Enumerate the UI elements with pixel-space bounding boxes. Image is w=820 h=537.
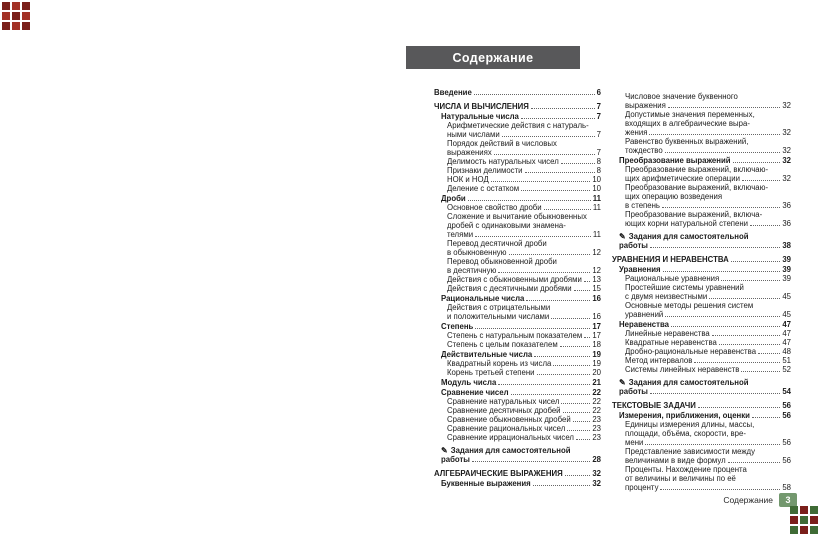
pencil-icon: ✎ bbox=[619, 232, 626, 241]
toc-page-number: 17 bbox=[592, 331, 601, 340]
toc-entry bbox=[612, 411, 791, 420]
toc-entry bbox=[612, 378, 791, 396]
toc-entry-text: площади, объёма, скорости, вре- bbox=[625, 429, 746, 438]
dot-leader bbox=[758, 345, 780, 354]
toc-entry-text: Квадратный корень из числа bbox=[447, 359, 552, 368]
toc-entry-text: Числовое значение буквенного bbox=[625, 92, 738, 101]
toc-line bbox=[625, 110, 791, 119]
toc-line bbox=[625, 456, 791, 465]
pencil-icon: ✎ bbox=[441, 446, 448, 455]
toc-page-number: 21 bbox=[592, 378, 601, 387]
dot-leader bbox=[560, 338, 591, 347]
dot-leader bbox=[521, 182, 590, 191]
toc-page-number: 17 bbox=[592, 322, 601, 331]
toc-page-number: 56 bbox=[782, 401, 791, 410]
toc-page-number: 56 bbox=[782, 438, 791, 447]
dot-leader bbox=[475, 228, 591, 237]
toc-entry-text: Действия с десятичными дробями bbox=[447, 284, 572, 293]
toc-entry-text: Преобразование выражений, включа- bbox=[625, 210, 763, 219]
dot-leader bbox=[752, 409, 780, 418]
dot-leader bbox=[531, 100, 595, 109]
toc-page-number: 20 bbox=[592, 368, 601, 377]
toc-page-number: 58 bbox=[782, 483, 791, 492]
toc-page-number: 15 bbox=[592, 284, 601, 293]
toc-line bbox=[625, 201, 791, 210]
toc-entry bbox=[612, 365, 791, 374]
toc-page-number: 32 bbox=[592, 469, 601, 478]
corner-mark-square bbox=[2, 22, 10, 30]
corner-decoration-top-left bbox=[2, 2, 30, 30]
dot-leader bbox=[709, 290, 780, 299]
toc-entry bbox=[434, 212, 601, 239]
pencil-icon: ✎ bbox=[619, 378, 626, 387]
toc-entry bbox=[612, 274, 791, 283]
corner-mark-square bbox=[790, 526, 798, 534]
toc-entry-text: Арифметические действия с натураль- bbox=[447, 121, 589, 130]
dot-leader bbox=[567, 422, 590, 431]
toc-entry-text: Сравнение иррациональных чисел bbox=[447, 433, 574, 442]
toc-entry-text: Единицы измерения длины, массы, bbox=[625, 420, 755, 429]
toc-entry bbox=[434, 88, 601, 97]
toc-entry-text: Задания для самостоятельной bbox=[628, 232, 749, 241]
toc-page-number: 23 bbox=[592, 415, 601, 424]
page-title bbox=[406, 46, 580, 69]
dot-leader bbox=[553, 357, 590, 366]
toc-entry-text: выражениях bbox=[447, 148, 492, 157]
toc-line bbox=[447, 230, 601, 239]
dot-leader bbox=[721, 272, 780, 281]
toc-page-number: 51 bbox=[782, 356, 791, 365]
toc-entry-text: телями bbox=[447, 230, 474, 239]
toc-entry-text: Дроби bbox=[441, 194, 466, 203]
toc-entry-text: Степень с целым показателем bbox=[447, 340, 558, 349]
toc-page-number: 7 bbox=[596, 148, 601, 157]
toc-entry-text: работы bbox=[441, 455, 470, 464]
dot-leader bbox=[712, 327, 781, 336]
toc-entry-text: Действительные числа bbox=[441, 350, 533, 359]
toc-page-number: 39 bbox=[782, 274, 791, 283]
toc-line bbox=[625, 420, 791, 429]
toc-entry bbox=[612, 110, 791, 137]
toc-page-number: 8 bbox=[596, 166, 601, 175]
toc-page-number: 56 bbox=[782, 456, 791, 465]
dot-leader bbox=[534, 348, 590, 357]
toc-page-number: 23 bbox=[592, 433, 601, 442]
dot-leader bbox=[668, 99, 780, 108]
toc-entry bbox=[612, 465, 791, 492]
toc-entry-text: проценту bbox=[625, 483, 659, 492]
toc-page-number: 47 bbox=[782, 329, 791, 338]
toc-entry bbox=[612, 301, 791, 319]
toc-entry-text: Представление зависимости между bbox=[625, 447, 756, 456]
toc-entry-text: Модуль числа bbox=[441, 378, 497, 387]
dot-leader bbox=[660, 481, 780, 490]
toc-entry-text: АЛГЕБРАИЧЕСКИЕ ВЫРАЖЕНИЯ bbox=[434, 469, 563, 478]
toc-entry bbox=[612, 137, 791, 155]
toc-page-number: 39 bbox=[782, 255, 791, 264]
dot-leader bbox=[511, 386, 591, 395]
toc-entry-text: Перевод десятичной дроби bbox=[447, 239, 547, 248]
toc-entry-text: Преобразование выражений, включаю- bbox=[625, 183, 769, 192]
toc-line bbox=[625, 128, 791, 137]
toc-entry-text: щих арифметические операции bbox=[625, 174, 740, 183]
toc-entry-text: Сравнение десятичных дробей bbox=[447, 406, 561, 415]
corner-mark-square bbox=[800, 516, 808, 524]
toc-entry-text: тождество bbox=[625, 146, 663, 155]
toc-line bbox=[625, 183, 791, 192]
toc-entry-text: Линейные неравенства bbox=[625, 329, 710, 338]
toc-line bbox=[625, 292, 791, 301]
corner-mark-square bbox=[22, 2, 30, 10]
toc-entry-text: Степень bbox=[441, 322, 474, 331]
toc-entry-text: Основное свойство дроби bbox=[447, 203, 542, 212]
toc-page-number: 22 bbox=[592, 388, 601, 397]
dot-leader bbox=[750, 217, 780, 226]
toc-entry-text: Перевод обыкновенной дроби bbox=[447, 257, 557, 266]
toc-page-number: 54 bbox=[782, 387, 791, 396]
toc-line bbox=[441, 322, 601, 331]
dot-leader bbox=[662, 199, 780, 208]
corner-mark-square bbox=[790, 506, 798, 514]
toc-entry bbox=[612, 156, 791, 165]
toc-entry-text: Действия с отрицательными bbox=[447, 303, 551, 312]
toc-page-number: 7 bbox=[596, 130, 601, 139]
dot-leader bbox=[563, 404, 591, 413]
toc-entry-text: Проценты. Нахождение процента bbox=[625, 465, 747, 474]
dot-leader bbox=[645, 436, 780, 445]
toc-entry-text: Введение bbox=[434, 88, 472, 97]
dot-leader bbox=[650, 239, 780, 248]
dot-leader bbox=[537, 366, 591, 375]
toc-page-number: 22 bbox=[592, 397, 601, 406]
dot-leader bbox=[468, 192, 591, 201]
toc-line bbox=[625, 465, 791, 474]
dot-leader bbox=[731, 253, 781, 262]
toc-entry-text: Дробно-рациональные неравенства bbox=[625, 347, 757, 356]
toc-page-number: 36 bbox=[782, 219, 791, 228]
toc-entry bbox=[434, 479, 601, 488]
toc-line bbox=[441, 479, 601, 488]
footer-page-number: 3 bbox=[779, 493, 797, 507]
toc-entry bbox=[612, 232, 791, 250]
toc-page-number: 36 bbox=[782, 201, 791, 210]
corner-mark-square bbox=[12, 22, 20, 30]
dot-leader bbox=[526, 292, 590, 301]
toc-entry-text: ТЕКСТОВЫЕ ЗАДАЧИ bbox=[612, 401, 696, 410]
corner-mark-square bbox=[12, 2, 20, 10]
page-title-text: Содержание bbox=[452, 50, 534, 65]
toc-entry-text: Натуральные числа bbox=[441, 112, 519, 121]
toc-page-number: 56 bbox=[782, 411, 791, 420]
toc-entry-text: Задания для самостоятельной bbox=[450, 446, 571, 455]
toc-page-number: 19 bbox=[592, 359, 601, 368]
toc-line bbox=[441, 294, 601, 303]
corner-mark-square bbox=[810, 506, 818, 514]
dot-leader bbox=[584, 329, 590, 338]
toc-entry bbox=[434, 322, 601, 331]
toc-line bbox=[625, 101, 791, 110]
toc-page-number: 10 bbox=[592, 184, 601, 193]
corner-mark-square bbox=[2, 2, 10, 10]
toc-line bbox=[619, 241, 791, 250]
toc-page-number: 16 bbox=[592, 312, 601, 321]
toc-entry bbox=[612, 183, 791, 210]
toc-entry bbox=[434, 433, 601, 442]
toc-entry bbox=[434, 257, 601, 275]
toc-entry-text: входящих в алгебраические выра- bbox=[625, 119, 750, 128]
toc-line bbox=[441, 455, 601, 464]
toc-entry-text: Порядок действий в числовых bbox=[447, 139, 557, 148]
footer-section-label: Содержание bbox=[723, 495, 773, 505]
toc-line bbox=[625, 219, 791, 228]
toc-entry bbox=[434, 121, 601, 139]
dot-leader bbox=[741, 363, 780, 372]
toc-entry-text: Квадратные неравенства bbox=[625, 338, 717, 347]
toc-page-number: 11 bbox=[592, 230, 601, 239]
toc-entry bbox=[612, 165, 791, 183]
corner-mark-square bbox=[810, 526, 818, 534]
toc-line bbox=[625, 438, 791, 447]
dot-leader bbox=[663, 263, 781, 272]
toc-page-number: 32 bbox=[782, 101, 791, 110]
toc-entry-text: Сложение и вычитание обыкновенных bbox=[447, 212, 587, 221]
toc-column-left bbox=[434, 88, 601, 488]
toc-entry-text: мени bbox=[625, 438, 644, 447]
toc-column-right bbox=[612, 92, 791, 492]
toc-entry bbox=[612, 420, 791, 447]
toc-line bbox=[447, 212, 601, 221]
toc-page-number: 11 bbox=[592, 194, 601, 203]
toc-page-number: 19 bbox=[592, 350, 601, 359]
dot-leader bbox=[650, 385, 780, 394]
toc-line bbox=[625, 174, 791, 183]
toc-page-number: 32 bbox=[782, 174, 791, 183]
dot-leader bbox=[474, 86, 595, 95]
toc-line bbox=[625, 365, 791, 374]
dot-leader bbox=[665, 308, 780, 317]
toc-page-number: 45 bbox=[782, 292, 791, 301]
toc-page-number: 13 bbox=[592, 275, 601, 284]
corner-decoration-bottom-right bbox=[790, 506, 818, 534]
toc-entry-text: УРАВНЕНИЯ И НЕРАВЕНСТВА bbox=[612, 255, 729, 264]
toc-entry bbox=[434, 203, 601, 212]
toc-page-number: 32 bbox=[782, 146, 791, 155]
dot-leader bbox=[574, 282, 591, 291]
toc-entry-text: Деление с остатком bbox=[447, 184, 520, 193]
toc-entry-text: Действия с обыкновенными дробями bbox=[447, 275, 582, 284]
toc-line bbox=[447, 130, 601, 139]
toc-page-number: 32 bbox=[592, 479, 601, 488]
toc-page-number: 7 bbox=[596, 102, 601, 111]
toc-entry-text: в десятичную bbox=[447, 266, 497, 275]
toc-entry-text: работы bbox=[619, 387, 648, 396]
toc-entry-text: Преобразование выражений, включаю- bbox=[625, 165, 769, 174]
toc-page-number: 6 bbox=[596, 88, 601, 97]
toc-entry-text: Сравнение обыкновенных дробей bbox=[447, 415, 571, 424]
toc-page-number: 38 bbox=[782, 241, 791, 250]
toc-page-number: 18 bbox=[592, 340, 601, 349]
toc-page-number: 7 bbox=[596, 112, 601, 121]
toc-entry-text: величинами в виде формул bbox=[625, 456, 726, 465]
dot-leader bbox=[649, 126, 780, 135]
toc-entry-text: в степень bbox=[625, 201, 660, 210]
toc-page-number: 32 bbox=[782, 128, 791, 137]
toc-entry-text: дробей с одинаковыми знамена- bbox=[447, 221, 566, 230]
toc-page-number: 28 bbox=[592, 455, 601, 464]
toc-entry bbox=[612, 92, 791, 110]
dot-leader bbox=[494, 146, 595, 155]
dot-leader bbox=[565, 467, 591, 476]
toc-page-number: 47 bbox=[782, 338, 791, 347]
dot-leader bbox=[502, 128, 595, 137]
toc-page-number: 32 bbox=[782, 156, 791, 165]
dot-leader bbox=[498, 264, 590, 273]
dot-leader bbox=[561, 155, 595, 164]
toc-entry-text: Задания для самостоятельной bbox=[628, 378, 749, 387]
toc-entry-text: Равенство буквенных выражений, bbox=[625, 137, 749, 146]
toc-entry-text: щих операцию возведения bbox=[625, 192, 723, 201]
toc-entry-text: Буквенные выражения bbox=[441, 479, 531, 488]
corner-mark-square bbox=[800, 526, 808, 534]
toc-entry-text: Основные методы решения систем bbox=[625, 301, 754, 310]
toc-entry-text: Простейшие системы уравнений bbox=[625, 283, 744, 292]
toc-page-number: 23 bbox=[592, 424, 601, 433]
dot-leader bbox=[584, 273, 591, 282]
dot-leader bbox=[521, 110, 595, 119]
toc-line bbox=[625, 274, 791, 283]
dot-leader bbox=[573, 413, 591, 422]
toc-line bbox=[619, 156, 791, 165]
dot-leader bbox=[544, 201, 591, 210]
toc-entry-text: Сравнение чисел bbox=[441, 388, 509, 397]
corner-mark-square bbox=[22, 22, 30, 30]
dot-leader bbox=[742, 172, 780, 181]
toc-entry-text: Метод интервалов bbox=[625, 356, 693, 365]
toc-entry-text: от величины и величины по её bbox=[625, 474, 736, 483]
toc-entry-text: жения bbox=[625, 128, 648, 137]
toc-entry-text: ными числами bbox=[447, 130, 500, 139]
toc-entry-text: Преобразование выражений bbox=[619, 156, 731, 165]
toc-entry-text: ющих корни натуральной степени bbox=[625, 219, 749, 228]
toc-page-number: 47 bbox=[782, 320, 791, 329]
dot-leader bbox=[576, 431, 590, 440]
toc-page-number: 16 bbox=[592, 294, 601, 303]
toc-entry bbox=[434, 303, 601, 321]
dot-leader bbox=[498, 376, 590, 385]
toc-line bbox=[625, 483, 791, 492]
toc-entry-text: Допустимые значения переменных, bbox=[625, 110, 755, 119]
toc-page-number: 8 bbox=[596, 157, 601, 166]
dot-leader bbox=[475, 320, 590, 329]
toc-entry-text: в обыкновенную bbox=[447, 248, 507, 257]
toc-page-number: 12 bbox=[592, 248, 601, 257]
toc-page-number: 12 bbox=[592, 266, 601, 275]
toc-entry-text: Уравнения bbox=[619, 265, 661, 274]
toc-entry bbox=[612, 210, 791, 228]
toc-page-number: 52 bbox=[782, 365, 791, 374]
corner-mark-square bbox=[790, 516, 798, 524]
toc-entry bbox=[612, 283, 791, 301]
toc-entry-text: Рациональные уравнения bbox=[625, 274, 720, 283]
dot-leader bbox=[551, 310, 590, 319]
toc-entry-text: Делимость натуральных чисел bbox=[447, 157, 559, 166]
toc-entry-text: НОК и НОД bbox=[447, 175, 489, 184]
corner-mark-square bbox=[2, 12, 10, 20]
toc-page-number: 45 bbox=[782, 310, 791, 319]
dot-leader bbox=[533, 477, 591, 486]
dot-leader bbox=[665, 144, 781, 153]
dot-leader bbox=[525, 164, 595, 173]
toc-page-number: 10 bbox=[592, 175, 601, 184]
dot-leader bbox=[509, 246, 591, 255]
corner-mark-square bbox=[22, 12, 30, 20]
dot-leader bbox=[719, 336, 780, 345]
dot-leader bbox=[694, 354, 780, 363]
toc-entry bbox=[434, 112, 601, 121]
toc-entry-text: Рациональные числа bbox=[441, 294, 525, 303]
toc-page-number: 22 bbox=[592, 406, 601, 415]
toc-entry-text: Неравенства bbox=[619, 320, 669, 329]
toc-line bbox=[619, 387, 791, 396]
toc-line bbox=[619, 411, 791, 420]
toc-entry-text: Сравнение рациональных чисел bbox=[447, 424, 566, 433]
toc-line bbox=[447, 248, 601, 257]
dot-leader bbox=[733, 154, 781, 163]
toc-page-number: 11 bbox=[592, 203, 601, 212]
toc-page-number: 39 bbox=[782, 265, 791, 274]
toc-entry-text: Степень с натуральным показателем bbox=[447, 331, 583, 340]
toc-entry-text: ЧИСЛА И ВЫЧИСЛЕНИЯ bbox=[434, 102, 529, 111]
corner-mark-square bbox=[800, 506, 808, 514]
toc-entry-text: Корень третьей степени bbox=[447, 368, 535, 377]
toc-entry-text: выражения bbox=[625, 101, 666, 110]
corner-mark-square bbox=[12, 12, 20, 20]
toc-page-number: 48 bbox=[782, 347, 791, 356]
toc-entry-text: Признаки делимости bbox=[447, 166, 523, 175]
corner-mark-square bbox=[810, 516, 818, 524]
toc-entry bbox=[612, 447, 791, 465]
dot-leader bbox=[472, 453, 590, 462]
dot-leader bbox=[698, 399, 781, 408]
dot-leader bbox=[671, 318, 780, 327]
toc-entry bbox=[434, 239, 601, 257]
toc-entry-text: Измерения, приближения, оценки bbox=[619, 411, 750, 420]
toc-entry-text: уравнений bbox=[625, 310, 664, 319]
toc-entry-text: и положительными числами bbox=[447, 312, 550, 321]
toc-line bbox=[441, 112, 601, 121]
toc-entry-text: работы bbox=[619, 241, 648, 250]
toc-line bbox=[434, 88, 601, 97]
toc-entry-text: с двумя неизвестными bbox=[625, 292, 708, 301]
toc-entry-text: Сравнение натуральных чисел bbox=[447, 397, 560, 406]
toc-entry bbox=[434, 446, 601, 464]
page-footer bbox=[723, 492, 797, 508]
dot-leader bbox=[561, 395, 590, 404]
dot-leader bbox=[728, 454, 781, 463]
toc-line bbox=[447, 203, 601, 212]
toc-line bbox=[447, 266, 601, 275]
toc-entry-text: Системы линейных неравенств bbox=[625, 365, 740, 374]
toc-entry bbox=[434, 294, 601, 303]
dot-leader bbox=[491, 173, 591, 182]
toc-line bbox=[447, 433, 601, 442]
